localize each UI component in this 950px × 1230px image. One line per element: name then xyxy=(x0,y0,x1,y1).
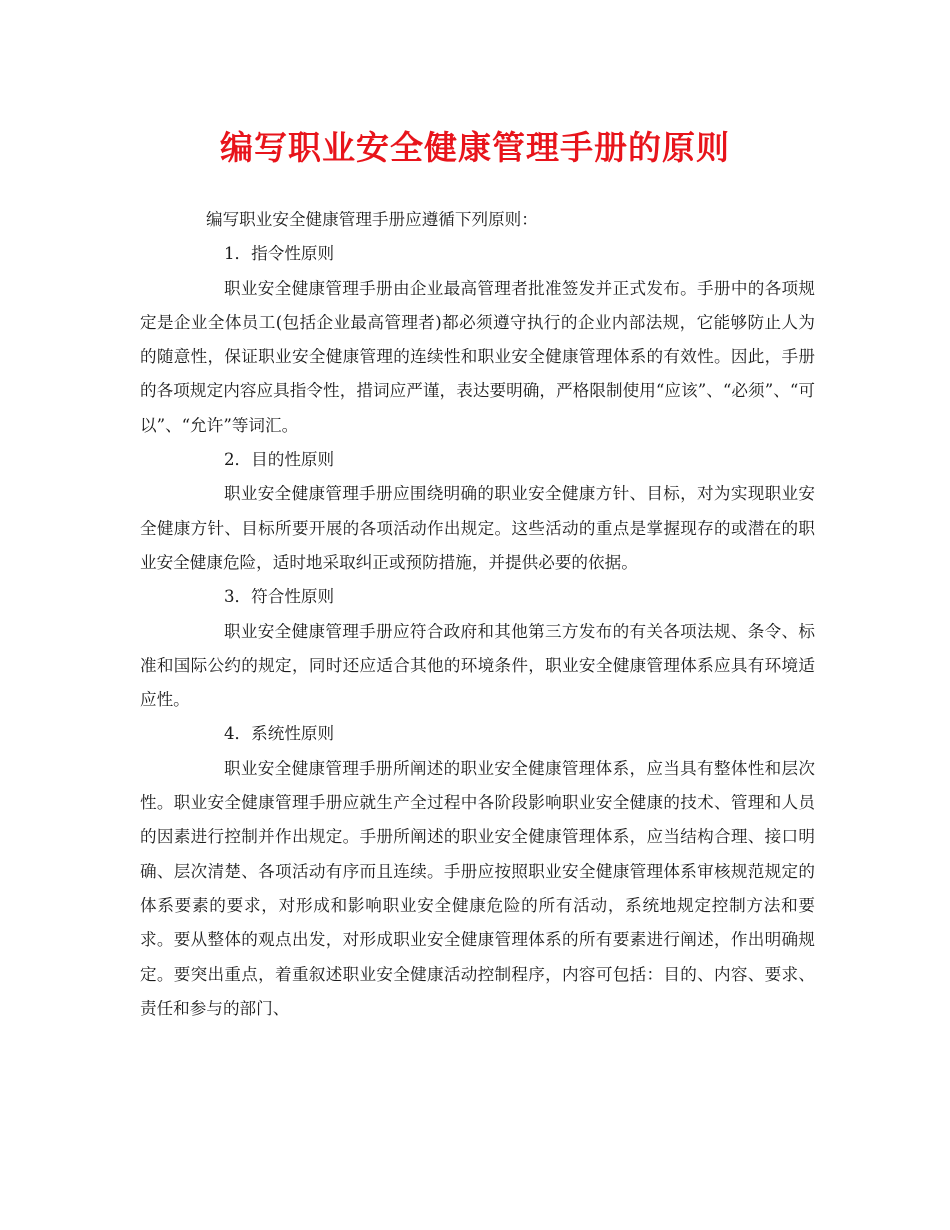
section-heading: 3．符合性原则 xyxy=(224,587,335,607)
section-paragraph: 职业安全健康管理手册所阐述的职业安全健康管理体系，应当具有整体性和层次性。职业安全健康管理手册应就生产全过程中各阶段影响职业安全健康的技术、管理和人员的因素进行控制并作出规定。手册所阐述的职业安全健康管理体系，应当结构合理、接口明确、层次清楚、各项活动有序而且连续。手册应按照职业安全健康管理体系审核规范规定的体系要素的要求，对形成和影响职业安全健康危险的所有活动，系统地规定控制方法和要求。要从整体的观点出发，对形成职业安全健康管理体系的所有要素进行阐述，作出明确规定。要突出重点，着重叙述职业安全健康活动控制程序，内容可包括：目的、内容、要求、责任和参与的部门、 xyxy=(140,758,815,1018)
section-heading: 1．指令性原则 xyxy=(224,244,335,264)
document-body xyxy=(140,203,815,1026)
intro-paragraph: 编写职业安全健康管理手册应遵循下列原则： xyxy=(206,210,538,229)
document-title: 编写职业安全健康管理手册的原则 xyxy=(220,128,730,167)
section-heading: 2．目的性原则 xyxy=(224,450,335,470)
section-paragraph: 职业安全健康管理手册由企业最高管理者批准签发并正式发布。手册中的各项规定是企业全体员工(包括企业最高管理者)都必须遵守执行的企业内部法规，它能够防止人为的随意性，保证职业安全健康管理的连续性和职业安全健康管理体系的有效性。因此，手册的各项规定内容应具指令性，措词应严谨，表达要明确，严格限制使用“应该”、“必须”、“可以”、“允许”等词汇。 xyxy=(140,278,815,435)
section-heading: 4．系统性原则 xyxy=(224,724,335,744)
section-paragraph: 职业安全健康管理手册应围绕明确的职业安全健康方针、目标，对为实现职业安全健康方针、目标所要开展的各项活动作出规定。这些活动的重点是掌握现存的或潜在的职业安全健康危险，适时地采取纠正或预防措施，并提供必要的依据。 xyxy=(140,484,815,572)
section-paragraph: 职业安全健康管理手册应符合政府和其他第三方发布的有关各项法规、条令、标准和国际公约的规定，同时还应适合其他的环境条件，职业安全健康管理体系应具有环境适应性。 xyxy=(140,621,815,710)
